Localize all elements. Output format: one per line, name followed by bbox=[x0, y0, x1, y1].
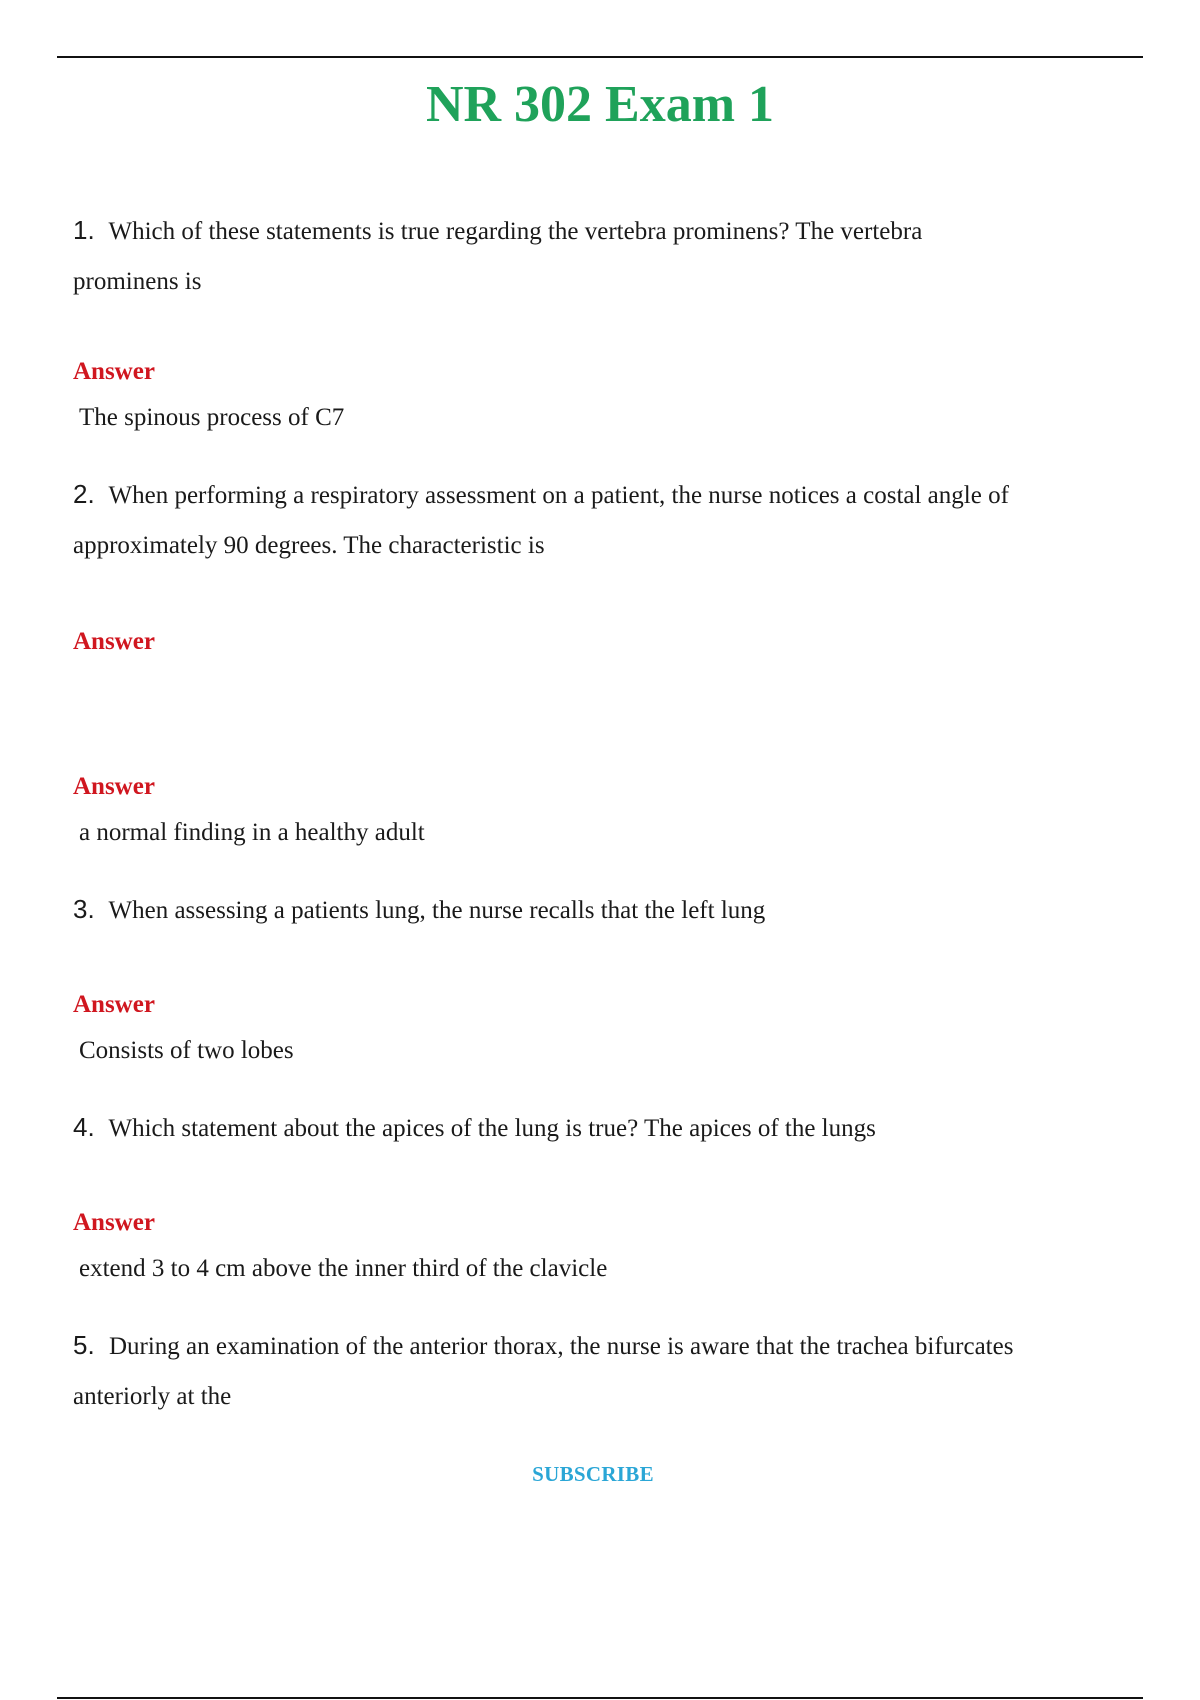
answer-text: extend 3 to 4 cm above the inner third of the clavicle bbox=[79, 1255, 608, 1282]
question-text: During an examination of the anterior thorax, the nurse is aware that the trachea bifurcates anteriorly at the bbox=[73, 1333, 1014, 1410]
subscribe-link[interactable]: SUBSCRIBE bbox=[532, 1462, 654, 1486]
exam-content bbox=[73, 205, 1133, 1487]
answer-text: The spinous process of C7 bbox=[79, 404, 345, 431]
question-number: 4. bbox=[73, 1112, 95, 1142]
answer-label: Answer bbox=[73, 358, 155, 385]
question-text: Which of these statements is true regarding the vertebra prominens? The vertebra prominens is bbox=[73, 218, 923, 295]
question-5 bbox=[73, 1320, 1033, 1422]
bottom-divider bbox=[57, 1697, 1143, 1699]
question-4 bbox=[73, 1102, 1133, 1154]
question-1 bbox=[73, 205, 973, 307]
answer-label: Answer bbox=[73, 991, 155, 1018]
question-text: When performing a respiratory assessment on a patient, the nurse notices a costal angle of approximately 90 degrees. The characteristic is bbox=[73, 482, 1009, 559]
question-number: 1. bbox=[73, 215, 95, 245]
page-title: NR 302 Exam 1 bbox=[425, 76, 775, 133]
answer-label: Answer bbox=[73, 628, 155, 655]
question-text: When assessing a patients lung, the nurse recalls that the left lung bbox=[108, 897, 766, 924]
answer-text: Consists of two lobes bbox=[79, 1037, 294, 1064]
question-3 bbox=[73, 884, 1133, 936]
answer-label: Answer bbox=[73, 773, 155, 800]
question-number: 3. bbox=[73, 894, 95, 924]
question-number: 2. bbox=[73, 479, 95, 509]
answer-text: a normal finding in a healthy adult bbox=[79, 819, 425, 846]
top-divider bbox=[57, 56, 1143, 58]
answer-label: Answer bbox=[73, 1209, 155, 1236]
question-text: Which statement about the apices of the lung is true? The apices of the lungs bbox=[108, 1115, 876, 1142]
question-2 bbox=[73, 469, 1133, 571]
question-number: 5. bbox=[73, 1330, 95, 1360]
